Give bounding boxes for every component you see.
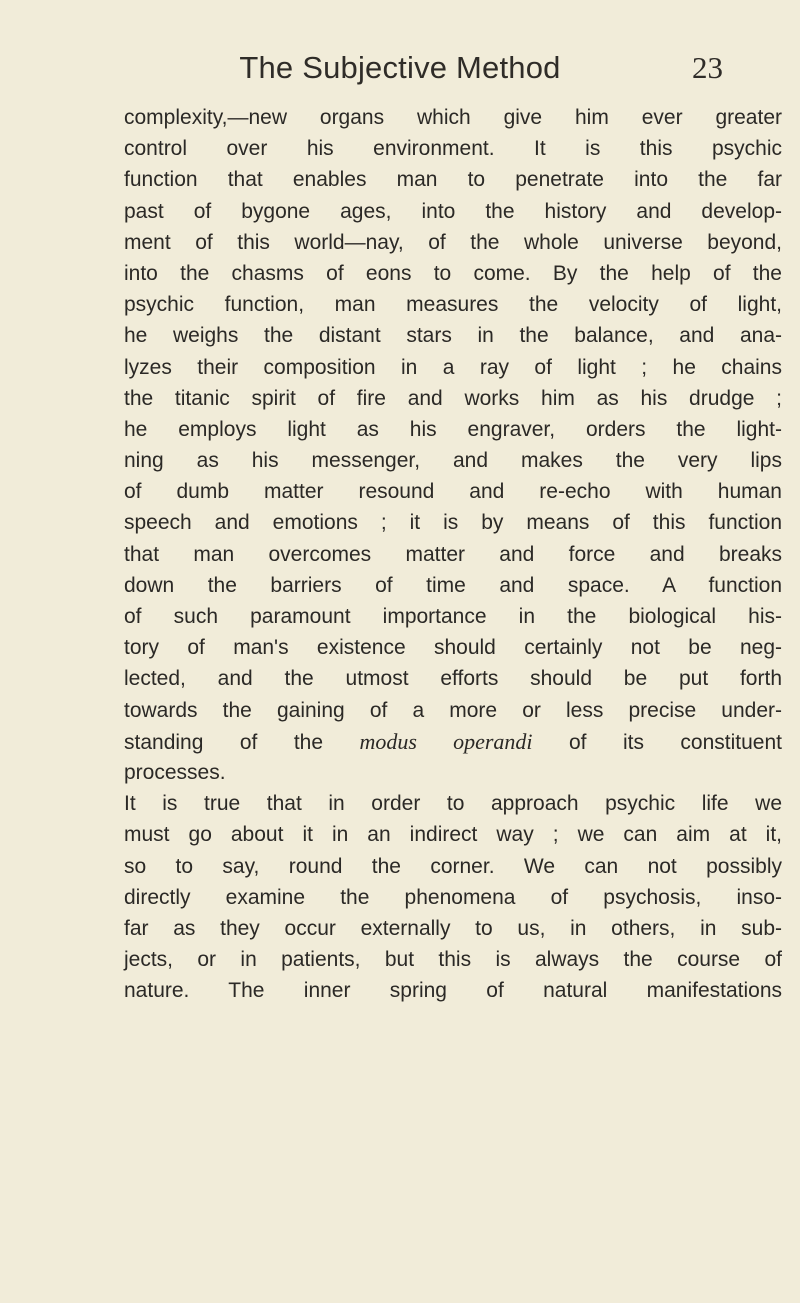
body-text bbox=[124, 102, 782, 1006]
text-line: so to say, round the corner. We can not possibly bbox=[124, 854, 782, 878]
text-line: of such paramount importance in the biological his- bbox=[124, 605, 782, 628]
text-line: nature. The inner spring of natural manifestations bbox=[124, 979, 782, 1003]
text-line: ning as his messenger, and makes the very lips bbox=[124, 449, 782, 473]
running-head bbox=[0, 48, 800, 88]
text-line: far as they occur externally to us, in others, in sub- bbox=[124, 916, 782, 940]
text-line: function that enables man to penetrate into the far bbox=[124, 168, 782, 192]
text-line: directly examine the phenomena of psychosis, inso- bbox=[124, 885, 782, 909]
text-line: he employs light as his engraver, orders the light- bbox=[124, 417, 782, 441]
running-title: The Subjective Method bbox=[239, 50, 561, 85]
text-line: speech and emotions ; it is by means of this function bbox=[124, 511, 782, 535]
text-line: jects, or in patients, but this is always the course of bbox=[124, 948, 782, 972]
text-segment: standing of the bbox=[124, 730, 360, 754]
page-number: 23 bbox=[692, 50, 723, 85]
text-line: down the barriers of time and space. A function bbox=[124, 573, 782, 597]
text-line: into the chasms of eons to come. By the help of the bbox=[124, 261, 782, 285]
text-line: processes. bbox=[124, 760, 226, 784]
text-line: he weighs the distant stars in the balance, and ana- bbox=[124, 324, 782, 348]
text-line: control over his environment. It is this psychic bbox=[124, 137, 782, 161]
text-line: that man overcomes matter and force and breaks bbox=[124, 542, 782, 566]
text-line: must go about it in an indirect way ; we can aim at it, bbox=[124, 823, 782, 847]
italic-phrase: modus operandi bbox=[359, 728, 533, 754]
text-line: ment of this world—nay, of the whole universe beyond, bbox=[124, 230, 782, 254]
text-line: of dumb matter resound and re-echo with human bbox=[124, 480, 782, 504]
text-line: lected, and the utmost efforts should be put forth bbox=[124, 667, 782, 691]
text-line: complexity,—new organs which give him ever greater bbox=[124, 106, 782, 129]
text-line-with-italic bbox=[124, 726, 782, 757]
text-line: psychic function, man measures the velocity of light, bbox=[124, 293, 782, 317]
text-segment: of its constituent bbox=[532, 730, 783, 754]
text-line: the titanic spirit of fire and works him as his drudge ; bbox=[124, 386, 782, 410]
text-line: towards the gaining of a more or less precise under- bbox=[124, 698, 782, 722]
text-line: lyzes their composition in a ray of light ; he chains bbox=[124, 355, 782, 379]
text-line: It is true that in order to approach psychic life we bbox=[124, 792, 782, 816]
text-line: tory of man's existence should certainly not be neg- bbox=[124, 636, 782, 660]
text-line: past of bygone ages, into the history and develop- bbox=[124, 199, 782, 223]
